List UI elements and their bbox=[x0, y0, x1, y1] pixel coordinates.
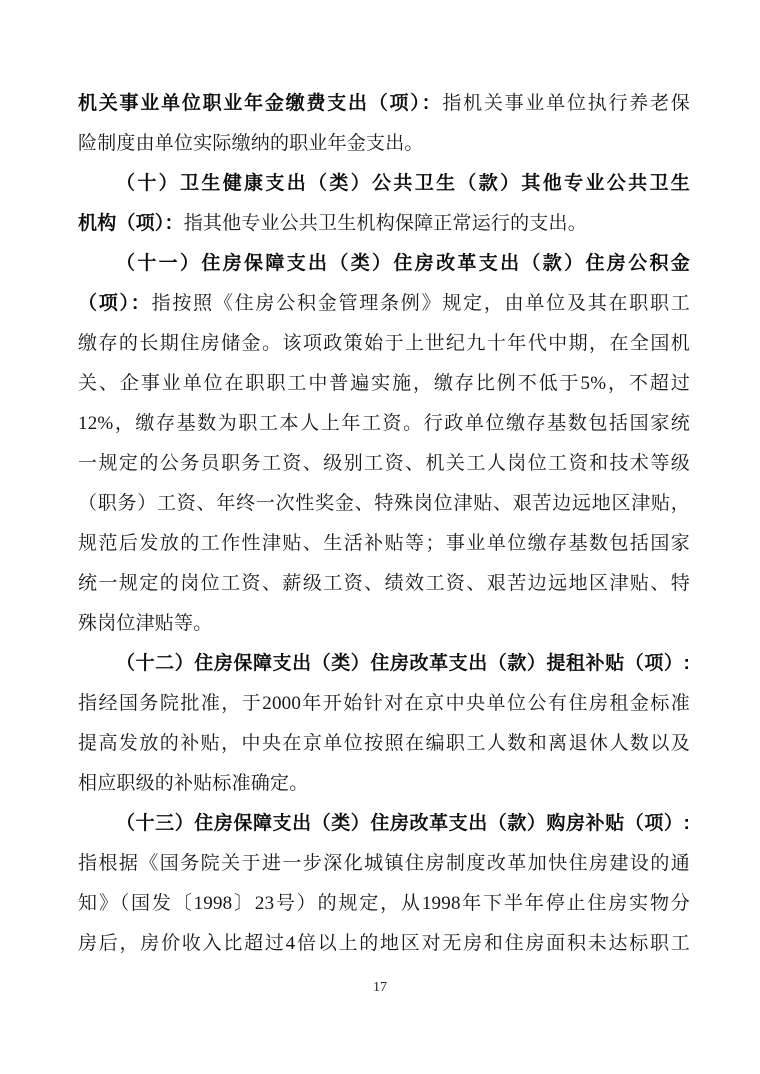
document-text bbox=[78, 84, 690, 964]
text-line bbox=[78, 684, 690, 724]
body-segment: 提高发放的补贴，中央在京单位按照在编职工人数和离退休人数以及 bbox=[78, 733, 690, 754]
text-line bbox=[78, 924, 690, 964]
body-segment: 关、企事业单位在职职工中普遍实施，缴存比例不低于5%，不超过 bbox=[78, 373, 690, 394]
body-segment: 房后，房价收入比超过4倍以上的地区对无房和住房面积未达标职工 bbox=[78, 933, 690, 954]
heading-segment: （十一）住房保障支出（类）住房改革支出（款）住房公积金 bbox=[116, 253, 690, 274]
body-segment: 统一规定的岗位工资、薪级工资、绩效工资、艰苦边远地区津贴、特 bbox=[78, 573, 690, 594]
text-line bbox=[78, 404, 690, 444]
text-line bbox=[78, 844, 690, 884]
body-segment: 相应职级的补贴标准确定。 bbox=[78, 773, 309, 794]
body-segment: 指按照《住房公积金管理条例》规定，由单位及其在职职工 bbox=[151, 293, 690, 314]
body-segment: 指经国务院批准，于2000年开始针对在京中央单位公有住房租金标准 bbox=[78, 693, 690, 714]
text-line bbox=[78, 644, 690, 684]
body-segment: 知》（国发〔1998〕23号）的规定，从1998年下半年停止住房实物分 bbox=[78, 893, 690, 914]
heading-segment: （十二）住房保障支出（类）住房改革支出（款）提租补贴（项）: bbox=[116, 653, 690, 674]
text-line bbox=[78, 604, 690, 644]
text-line bbox=[78, 84, 690, 124]
heading-segment: （十三）住房保障支出（类）住房改革支出（款）购房补贴（项）: bbox=[116, 813, 690, 834]
text-line bbox=[78, 364, 690, 404]
body-segment: 殊岗位津贴等。 bbox=[78, 613, 213, 634]
text-line bbox=[78, 444, 690, 484]
text-line bbox=[78, 884, 690, 924]
text-line bbox=[78, 724, 690, 764]
text-line bbox=[78, 484, 690, 524]
text-line bbox=[78, 284, 690, 324]
text-line bbox=[78, 804, 690, 844]
body-segment: 规范后发放的工作性津贴、生活补贴等；事业单位缴存基数包括国家 bbox=[78, 533, 690, 554]
body-segment: 一规定的公务员职务工资、级别工资、机关工人岗位工资和技术等级 bbox=[78, 453, 690, 474]
body-segment: 缴存的长期住房储金。该项政策始于上世纪九十年代中期，在全国机 bbox=[78, 333, 690, 354]
heading-segment: 机构（项）： bbox=[78, 213, 184, 234]
heading-segment: 机关事业单位职业年金缴费支出（项）： bbox=[78, 93, 443, 114]
heading-segment: （项）： bbox=[78, 293, 152, 314]
body-segment: 险制度由单位实际缴纳的职业年金支出。 bbox=[78, 133, 424, 154]
text-line bbox=[78, 564, 690, 604]
text-line bbox=[78, 164, 690, 204]
heading-segment: （十）卫生健康支出（类）公共卫生（款）其他专业公共卫生 bbox=[116, 173, 690, 194]
text-line bbox=[78, 524, 690, 564]
text-line bbox=[78, 324, 690, 364]
page-number: 17 bbox=[373, 980, 387, 995]
body-segment: 指根据《国务院关于进一步深化城镇住房制度改革加快住房建设的通 bbox=[78, 853, 690, 874]
text-line bbox=[78, 244, 690, 284]
text-line bbox=[78, 124, 690, 164]
body-segment: 指机关事业单位执行养老保 bbox=[442, 93, 690, 114]
text-line bbox=[78, 764, 690, 804]
text-line bbox=[78, 204, 690, 244]
body-segment: （职务）工资、年终一次性奖金、特殊岗位津贴、艰苦边远地区津贴， bbox=[78, 493, 690, 514]
body-segment: 12%，缴存基数为职工本人上年工资。行政单位缴存基数包括国家统 bbox=[78, 413, 690, 434]
body-segment: 指其他专业公共卫生机构保障正常运行的支出。 bbox=[183, 213, 587, 234]
